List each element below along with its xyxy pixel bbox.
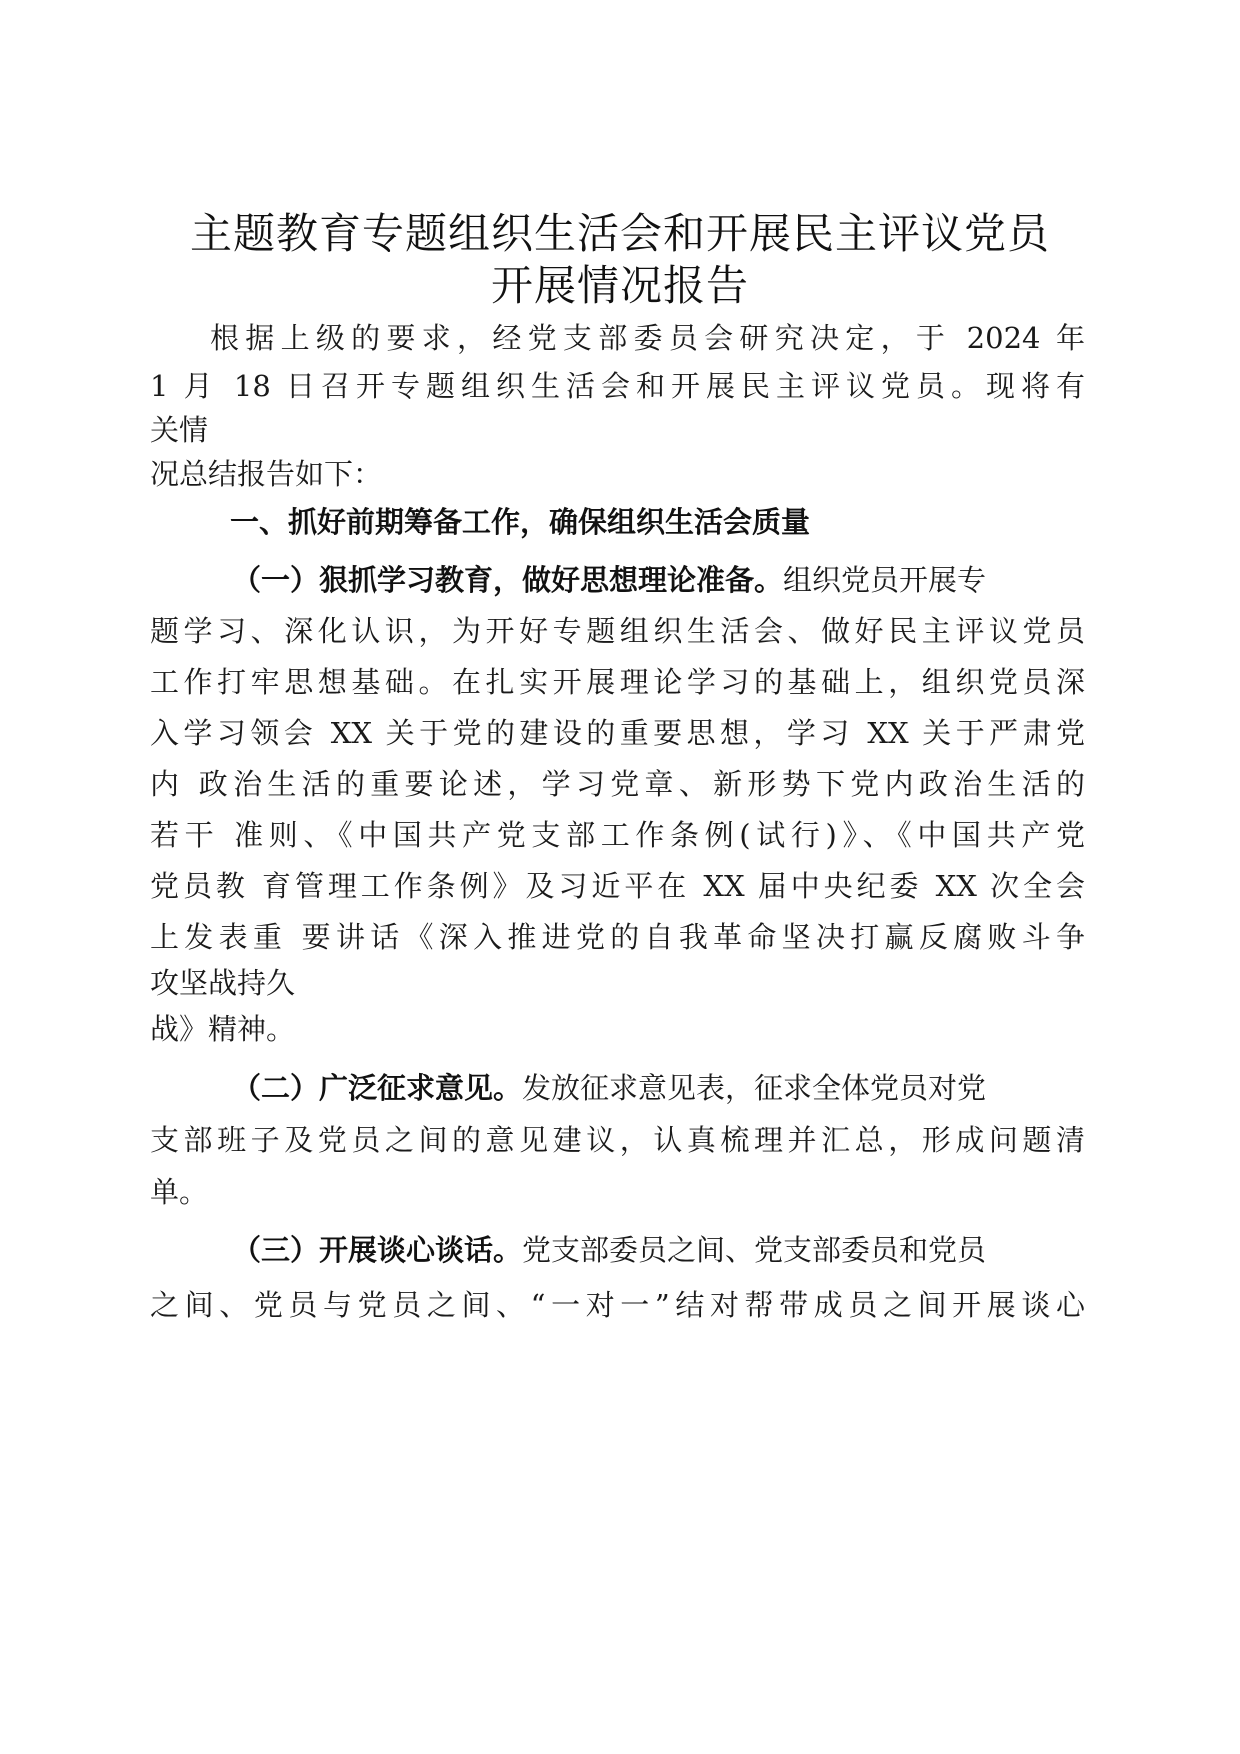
- subsection-1-line: 上发表重 要讲话《深入推进党的自我革命坚决打赢反腐败斗争: [150, 920, 1085, 954]
- subsection-3-first-line: [232, 1230, 1085, 1270]
- document-title-line-1: 主题教育专题组织生活会和开展民主评议党员: [189, 209, 1050, 258]
- subsection-2-line: 单。: [150, 1175, 209, 1209]
- subsection-2-first-rest: 发放征求意见表，征求全体党员对党: [522, 1071, 987, 1105]
- subsection-1-line: 党员教 育管理工作条例》及习近平在 XX 届中央纪委 XX 次全会: [150, 869, 1085, 903]
- section-heading-1: 一、抓好前期筹备工作，确保组织生活会质量: [230, 505, 811, 539]
- intro-line-2: 1 月 18 日召开专题组织生活会和开展民主评议党员。现将有: [150, 369, 1085, 403]
- subsection-1-line: 内 政治生活的重要论述，学习党章、新形势下党内政治生活的: [150, 767, 1085, 801]
- subsection-1-line: 若干 准则、《中国共产党支部工作条例(试行)》、《中国共产党: [150, 818, 1085, 852]
- intro-line-3: 关情: [150, 413, 209, 447]
- document-title-line-2: 开展情况报告: [490, 261, 749, 310]
- subsection-1-first-line: [232, 560, 1085, 600]
- subsection-1-line: 战》精神。: [150, 1012, 296, 1046]
- intro-line-4: 况总结报告如下：: [150, 457, 383, 491]
- subsection-3-line: 之间、党员与党员之间、“一对一”结对帮带成员之间开展谈心: [150, 1288, 1085, 1322]
- subsection-1-line: 工作打牢思想基础。在扎实开展理论学习的基础上，组织党员深: [150, 665, 1085, 699]
- subsection-2-lead: （二）广泛征求意见。: [232, 1071, 523, 1105]
- subsection-1-lead: （一）狠抓学习教育，做好思想理论准备。: [232, 563, 784, 597]
- subsection-1-line: 入学习领会 XX 关于党的建设的重要思想，学习 XX 关于严肃党: [150, 716, 1085, 750]
- subsection-2-line: 支部班子及党员之间的意见建议，认真梳理并汇总，形成问题清: [150, 1123, 1085, 1157]
- subsection-1-first-rest: 组织党员开展专: [783, 563, 987, 597]
- intro-line-1: 根据上级的要求，经党支部委员会研究决定，于 2024 年: [210, 321, 1085, 355]
- subsection-1-line: 题学习、深化认识，为开好专题组织生活会、做好民主评议党员: [150, 614, 1085, 648]
- subsection-3-first-rest: 党支部委员之间、党支部委员和党员: [522, 1233, 987, 1267]
- subsection-1-line: 攻坚战持久: [150, 966, 296, 1000]
- subsection-3-lead: （三）开展谈心谈话。: [232, 1233, 523, 1267]
- subsection-2-first-line: [232, 1068, 1085, 1108]
